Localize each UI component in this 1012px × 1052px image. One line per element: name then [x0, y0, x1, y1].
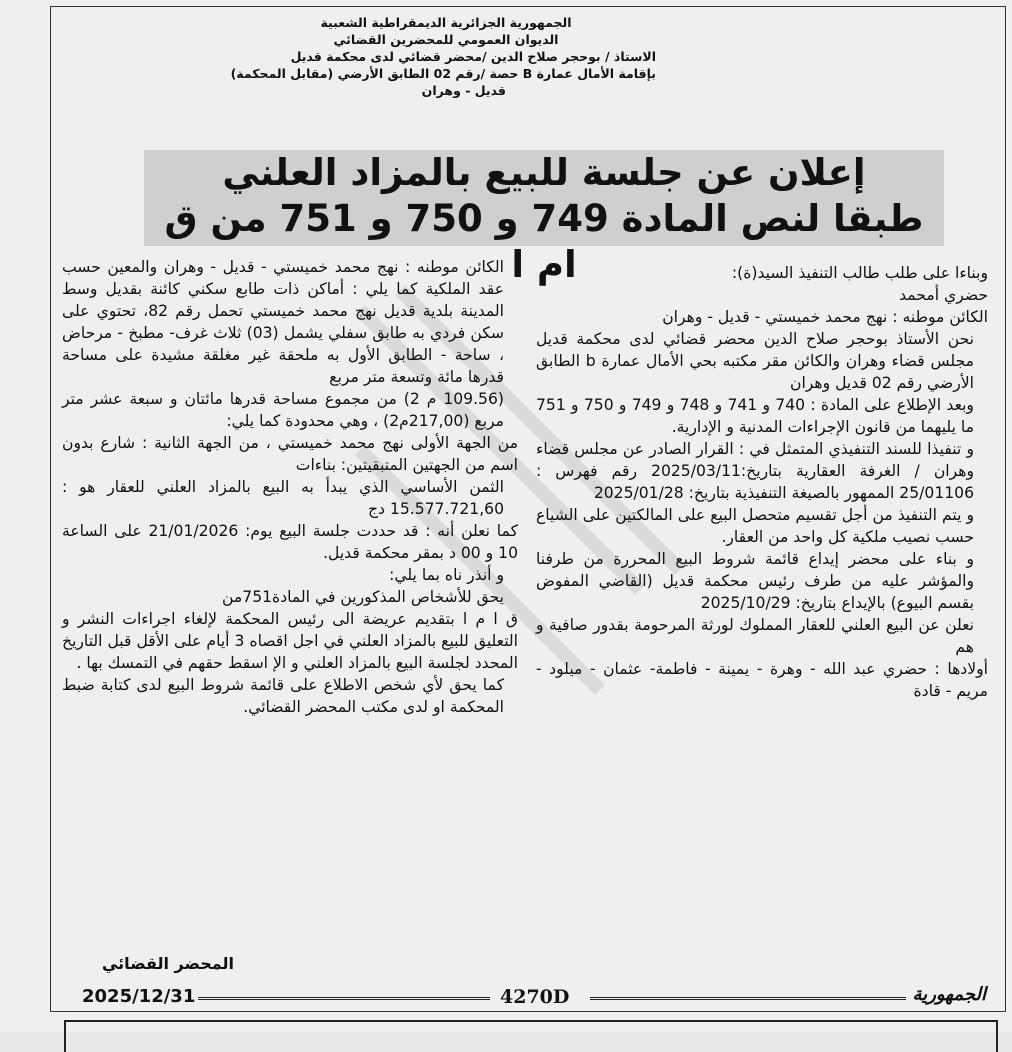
left-para-5: كما نعلن أنه : قد حددت جلسة البيع يوم: 21/01/2026 على الساعة 10 و 00 د بمقر محكمة قديل. — [62, 522, 518, 562]
header-line-5: قديل - وهران — [421, 83, 506, 98]
left-para-8: ق ا م ا بتقديم عريضة الى رئيس المحكمة لإلغاء اجراءات النشر و التعليق للبيع بالمزاد العلني في اجل اقصاه 3 أيام على الأقل قبل التاريخ المحدد لجلسة البيع بالمزاد العلني و الإ اسقط حقهم في التمسك بها . — [62, 610, 518, 672]
right-para-2: حضري أمحمد — [899, 286, 988, 304]
right-para-1: وبناءا على طلب طالب التنفيذ السيد(ة): — [731, 264, 988, 282]
right-para-3: الكائن موطنه : نهج محمد خميستي - قديل - وهران — [662, 308, 988, 326]
left-para-4: الثمن الأساسي الذي يبدأ به البيع بالمزاد العلني للعقار هو : 15.577.721,60 دج — [62, 478, 504, 518]
right-para-5: وبعد الإطلاع على المادة : 740 و 741 و 748 و 749 و 750 و 751 ما يليهما من قانون الإجراءات المدنية و الإدارية. — [536, 396, 974, 436]
left-column — [62, 256, 518, 718]
right-para-7: و يتم التنفيذ من أجل تقسيم متحصل البيع على المالكتين على الشياع حسب نصيب ملكية كل واحد من العقار. — [536, 506, 974, 546]
newspaper-logo: الجمهورية — [912, 984, 986, 1005]
right-para-9: نعلن عن البيع العلني للعقار المملوك لورثة المرحومة بقدور صافية و هم — [536, 616, 974, 656]
left-para-1: الكائن موطنه : نهج محمد خميستي - قديل - وهران والمعين حسب عقد الملكية كما يلي : أماكن ذات طابع سكني كائنة بقديل وسط المدينة بلدية قديل نهج محمد خميستي تحمل رقم 82، تحتوي على سكن فردي به طابق سفلي يشمل (03) ثلاث غرف- مطبخ - مرحاض ، ساحة - الطابق الأول به ملحقة غير مغلقة مشيدة على مساحة قدرها مائة وتسعة متر مربع — [62, 258, 504, 386]
notice-footer — [60, 986, 990, 1012]
right-para-10: أولادها : حضري عبد الله - وهرة - يمينة - فاطمة- عثمان - ميلود - مريم - قادة — [536, 660, 988, 700]
header-line-3: الاستاذ / بوحجر صلاح الدين /محضر قضائي لدى محكمة قديل — [290, 49, 656, 64]
left-para-7: يحق للأشخاص المذكورين في المادة751من — [222, 588, 504, 606]
next-notice-frame — [64, 1020, 998, 1052]
signature: المحضر القضائي — [101, 954, 234, 973]
left-para-2: (109.56 م 2) من مجموع مساحة قدرها مائتان و سبعة عشر متر مربع (217,00م2) ، وهي محدودة كما يلي: — [62, 390, 504, 430]
right-para-8: و بناء على محضر إيداع قائمة شروط البيع المحررة من طرفنا والمؤشر عليه من طرف رئيس محكمة قديل (القاضي المفوض بقسم البيوع) بالإيداع بتاريخ: 2025/10/29 — [536, 550, 974, 612]
right-para-4: نحن الأستاذ بوحجر صلاح الدين محضر قضائي لدى محكمة قديل مجلس قضاء وهران والكائن مقر مكتبه بحي الأمال عمارة b الطابق الأرضي رقم 02 قديل وهران — [536, 330, 974, 392]
left-para-6: و أنذر ناه بما يلي: — [389, 566, 504, 584]
right-column — [536, 262, 988, 702]
footer-rule-right — [590, 997, 906, 1000]
title-line-2: طبقا لنص المادة 749 و 750 و 751 من ق ام ا — [164, 197, 924, 286]
header-line-1: الجمهورية الجزائرية الديمقراطية الشعبية — [320, 15, 572, 30]
right-para-6: و تنفيذا للسند التنفيذي المتمثل في : القرار الصادر عن مجلس قضاء وهران / الغرفة العقارية بتاريخ:2025/03/11 رقم فهرس : 25/01106 الممهور بالصيغة التنفيذية بتاريخ: 2025/01/28 — [536, 440, 974, 502]
left-para-3: من الجهة الأولى نهج محمد خميستي ، من الجهة الثانية : شارع بدون اسم من الجهتين المتبقيتين: بناءات — [62, 434, 518, 474]
header-line-2: الديوان العمومي للمحضرين القضائي — [333, 32, 559, 47]
footer-rule-left — [198, 997, 490, 1000]
footer-date: 2025/12/31 — [82, 986, 196, 1007]
header-line-4: بإقامة الأمال عمارة B حصة /رقم 02 الطابق الأرضي (مقابل المحكمة) — [230, 66, 656, 81]
title-line-1: إعلان عن جلسة للبيع بالمزاد العلني — [222, 151, 866, 194]
footer-ad-number: 4270D — [500, 986, 570, 1008]
notice-header — [230, 14, 656, 99]
left-para-9: كما يحق لأي شخص الاطلاع على قائمة شروط البيع لدى كتابة ضبط المحكمة او لدى مكتب المحضر القضائي. — [62, 676, 504, 716]
